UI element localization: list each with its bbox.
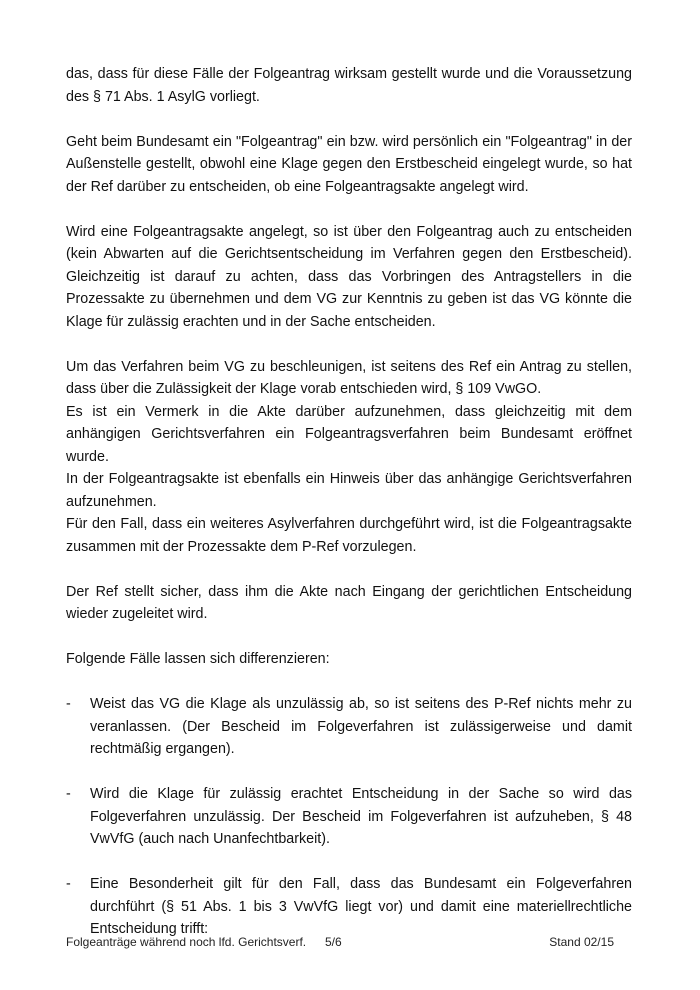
list-item-text: Weist das VG die Klage als unzulässig ab, so ist seitens des P-Ref nichts mehr zu veranlassen. (Der Bescheid im Folgeverfahren ist zulässigerweise und damit rechtmäßig ergangen). (90, 696, 632, 757)
paragraph-7: Für den Fall, dass ein weiteres Asylverfahren durchgeführt wird, ist die Folgeantragsakte zusammen mit der Prozessakte dem P-Ref vorzulegen. (66, 516, 632, 555)
paragraph-5: Es ist ein Vermerk in die Akte darüber aufzunehmen, dass gleichzeitig mit dem anhängigen Gerichtsverfahren ein Folgeantragsverfahren beim Bundesamt eröffnet wurde. (66, 403, 632, 465)
list-dash: - (66, 786, 71, 802)
paragraph-3: Wird eine Folgeantragsakte angelegt, so ist über den Folgeantrag auch zu entscheiden (kein Abwarten auf die Gerichtsentscheidung im Verfahren gegen den Erstbescheid). Gleichzeitig ist darauf zu achten, dass das Vorbringen des Antragstellers in die Prozessakte zu übernehmen und dem VG zur Kenntnis zu geben ist das VG könnte die Klage für zulässig erachten und in der Sache entscheiden. (66, 223, 632, 330)
footer-stand: Stand 02/15 (549, 935, 614, 949)
paragraph-4: Um das Verfahren beim VG zu beschleunigen, ist seitens des Ref ein Antrag zu stellen, dass über die Zulässigkeit der Klage vorab entschieden wird, § 109 VwGO. (66, 358, 632, 397)
list-dash: - (66, 696, 71, 712)
paragraph-9: Folgende Fälle lassen sich differenzieren: (66, 651, 330, 667)
list-item (66, 783, 632, 851)
paragraph-6: In der Folgeantragsakte ist ebenfalls ein Hinweis über das anhängige Gerichtsverfahren aufzunehmen. (66, 471, 632, 510)
footer-title: Folgeanträge während noch lfd. Gerichtsverf. (66, 935, 307, 949)
paragraph-1: das, dass für diese Fälle der Folgeantrag wirksam gestellt wurde und die Voraussetzung des § 71 Abs. 1 AsylG vorliegt. (66, 66, 632, 105)
footer-page-number: 5/6 (325, 935, 342, 949)
list-dash: - (66, 876, 71, 892)
list-item-text: Wird die Klage für zulässig erachtet Entscheidung in der Sache so wird das Folgeverfahren unzulässig. Der Bescheid im Folgeverfahren ist aufzuheben, § 48 VwVfG (auch nach Unanfechtbarkeit). (90, 786, 632, 847)
list-item-text: Eine Besonderheit gilt für den Fall, dass das Bundesamt ein Folgeverfahren durchführt (§ 51 Abs. 1 bis 3 VwVfG liegt vor) und damit eine materiellrechtliche Entscheidung trifft: (90, 876, 632, 937)
document-body (66, 63, 632, 941)
paragraph-2: Geht beim Bundesamt ein "Folgeantrag" ein bzw. wird persönlich ein "Folgeantrag" in der Außenstelle gestellt, obwohl eine Klage gegen den Erstbescheid eingelegt wurde, so hat der Ref darüber zu entscheiden, ob eine Folgeantragsakte angelegt wird. (66, 133, 632, 195)
paragraph-8: Der Ref stellt sicher, dass ihm die Akte nach Eingang der gerichtlichen Entscheidung wieder zugeleitet wird. (66, 583, 632, 622)
list-item (66, 693, 632, 761)
page-footer (66, 934, 632, 954)
list-item (66, 873, 632, 941)
